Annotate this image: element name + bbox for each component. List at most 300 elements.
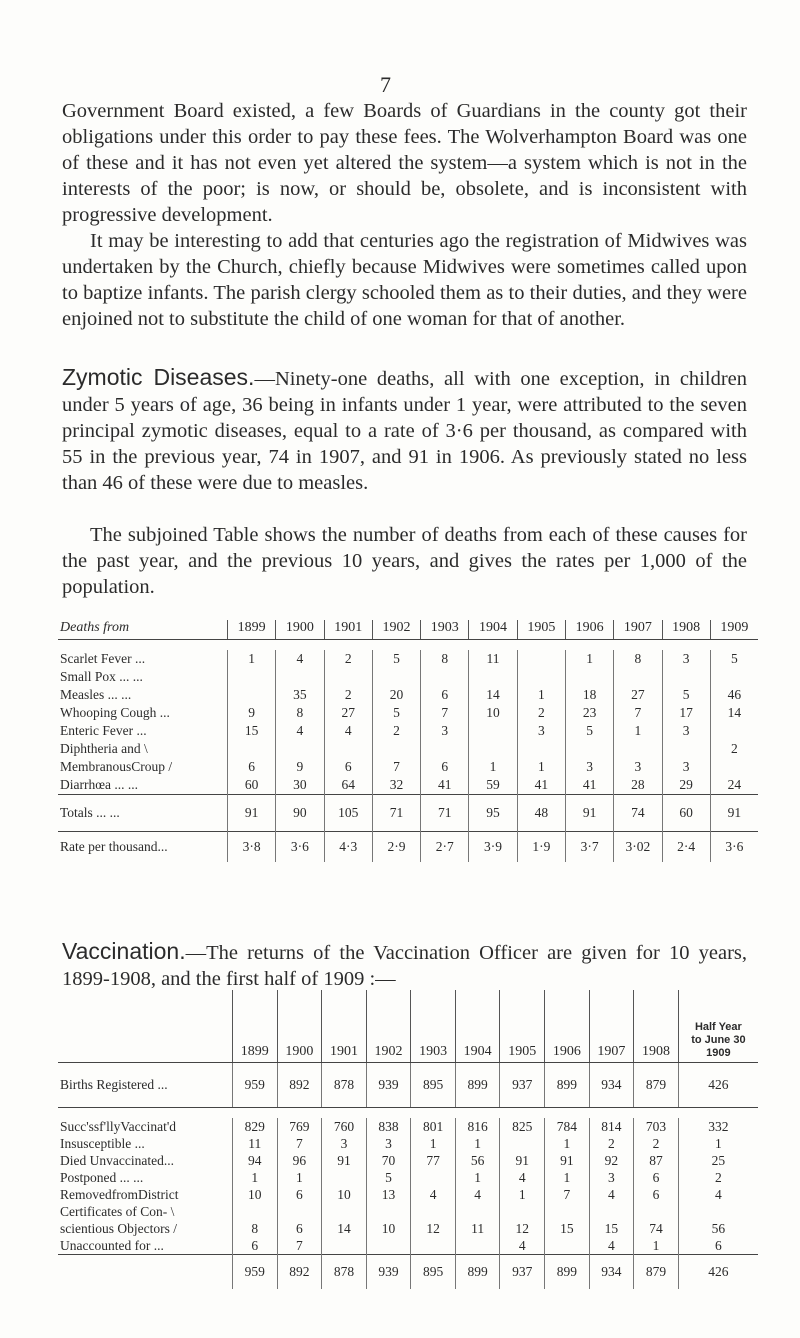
row-label: MembranousCroup /	[60, 759, 173, 774]
cell-value	[545, 1237, 590, 1255]
cell-value	[228, 668, 276, 686]
cell-value: 426	[678, 1255, 758, 1290]
row-label: Small Pox ... ...	[60, 669, 143, 684]
cell-value: 1	[455, 1169, 500, 1186]
cell-value	[372, 740, 420, 758]
vaccination-body: —The returns of the Vaccination Officer are given for 10 years, 1899-1908, and the first half of 1909 :—	[62, 942, 747, 990]
deaths-year-header: 1908	[662, 620, 710, 640]
cell-value: 5	[366, 1169, 411, 1186]
cell-value: 879	[634, 1255, 679, 1290]
cell-value: 4	[678, 1186, 758, 1203]
cell-value: 6	[634, 1186, 679, 1203]
cell-value: 29	[662, 776, 710, 795]
deaths-year-header: 1907	[614, 620, 662, 640]
cell-value	[614, 740, 662, 758]
cell-value: 6	[233, 1237, 278, 1255]
cell-value: 11	[455, 1220, 500, 1237]
table-spacer	[58, 640, 758, 651]
cell-value	[322, 1169, 367, 1186]
deaths-year-header: 1900	[276, 620, 324, 640]
cell-value: 94	[233, 1152, 278, 1169]
cell-value: 48	[517, 795, 565, 832]
cell-value: 3	[517, 722, 565, 740]
cell-value: 959	[233, 1255, 278, 1290]
cell-value: 6	[277, 1220, 322, 1237]
vaccination-year-header: 1905	[500, 990, 545, 1063]
cell-value	[322, 1237, 367, 1255]
cell-value: 11	[233, 1135, 278, 1152]
cell-value	[372, 668, 420, 686]
row-label: Measles ... ...	[60, 687, 132, 702]
deaths-year-header: 1903	[421, 620, 469, 640]
cell-value	[469, 722, 517, 740]
cell-value	[366, 1237, 411, 1255]
cell-value: 1	[545, 1169, 590, 1186]
cell-value: 3	[614, 758, 662, 776]
cell-value: 91	[565, 795, 613, 832]
cell-value	[589, 1203, 634, 1220]
paragraph-guardians-fees: Government Board existed, a few Boards of Guardians in the county got their obligations under this order to pay these fees. The Wolverhampton Board was one of these and it has not even yet altered the system—a system which is not in the interests of the poor; is now, or should be, obsolete, and is inconsistent with progressive development.	[62, 100, 747, 226]
vaccination-year-header: 1902	[366, 990, 411, 1063]
spacer-cell	[58, 640, 758, 651]
cell-value: 27	[614, 686, 662, 704]
cell-value: 1	[678, 1135, 758, 1152]
cell-value: 96	[277, 1152, 322, 1169]
cell-value: 32	[372, 776, 420, 795]
section-heading-zymotic: Zymotic Diseases.	[62, 364, 255, 390]
cell-value: 934	[589, 1255, 634, 1290]
cell-value: 30	[276, 776, 324, 795]
cell-value: 23	[565, 704, 613, 722]
table-row	[58, 1135, 758, 1152]
deaths-table-caption: Deaths from	[58, 620, 228, 640]
half-year-header	[678, 990, 758, 1063]
cell-value: 1	[500, 1186, 545, 1203]
cell-value: 10	[366, 1220, 411, 1237]
vaccination-year-header: 1900	[277, 990, 322, 1063]
deaths-year-header: 1909	[710, 620, 758, 640]
cell-value: 878	[322, 1255, 367, 1290]
cell-value: 27	[324, 704, 372, 722]
cell-value	[517, 650, 565, 668]
cell-value	[455, 1237, 500, 1255]
cell-value: 7	[421, 704, 469, 722]
cell-value: 5	[372, 650, 420, 668]
cell-value: 899	[545, 1255, 590, 1290]
table-row	[58, 795, 758, 832]
vaccination-year-header: 1906	[545, 990, 590, 1063]
cell-value: 3	[589, 1169, 634, 1186]
cell-value: 4	[500, 1169, 545, 1186]
cell-value: 892	[277, 1255, 322, 1290]
cell-value: 814	[589, 1118, 634, 1135]
vaccination-table	[58, 990, 758, 1289]
half-year-line: 1909	[706, 1047, 731, 1059]
cell-value: 1	[469, 758, 517, 776]
table-row	[58, 1063, 758, 1108]
cell-value: 6	[634, 1169, 679, 1186]
vaccination-year-header: 1907	[589, 990, 634, 1063]
cell-value	[276, 740, 324, 758]
cell-value: 60	[662, 795, 710, 832]
cell-value: 9	[228, 704, 276, 722]
cell-value: 1	[545, 1135, 590, 1152]
row-label: Postponed ... ...	[60, 1169, 144, 1185]
cell-value: 41	[517, 776, 565, 795]
cell-value: 892	[277, 1063, 322, 1108]
cell-value	[469, 740, 517, 758]
cell-value	[614, 668, 662, 686]
table-row	[58, 1169, 758, 1186]
row-label: Certificates of Con- \	[60, 1203, 175, 1219]
cell-value: 879	[634, 1063, 679, 1108]
cell-value: 4·3	[324, 832, 372, 863]
cell-value: 332	[678, 1118, 758, 1135]
zymotic-body: —Ninety-one deaths, all with one exception, in children under 5 years of age, 36 being in infants under 1 year, were attributed to the seven principal zymotic diseases, equal to a rate of 3·6 per thousand, as compared with 55 in the previous year, 74 in 1907, and 91 in 1906. As previously stated no less than 46 of these were due to measles.	[62, 368, 747, 494]
cell-value: 56	[455, 1152, 500, 1169]
half-year-line: Half Year	[694, 1021, 742, 1033]
cell-value	[411, 1203, 456, 1220]
cell-value: 2	[634, 1135, 679, 1152]
cell-value: 6	[324, 758, 372, 776]
cell-value	[276, 668, 324, 686]
cell-value: 3·6	[276, 832, 324, 863]
cell-value	[517, 668, 565, 686]
cell-value: 95	[469, 795, 517, 832]
deaths-year-header: 1904	[469, 620, 517, 640]
deaths-year-header: 1901	[324, 620, 372, 640]
cell-value: 4	[589, 1186, 634, 1203]
cell-value: 829	[233, 1118, 278, 1135]
cell-value: 14	[710, 704, 758, 722]
cell-value: 825	[500, 1118, 545, 1135]
cell-value	[678, 1203, 758, 1220]
row-label: Totals ... ...	[58, 795, 228, 832]
deaths-year-header: 1902	[372, 620, 420, 640]
cell-value: 899	[455, 1255, 500, 1290]
cell-value: 5	[710, 650, 758, 668]
table-row	[58, 1186, 758, 1203]
cell-value	[411, 1169, 456, 1186]
cell-value: 1	[228, 650, 276, 668]
cell-value: 2	[517, 704, 565, 722]
section-heading-vaccination: Vaccination.	[62, 938, 186, 964]
cell-value: 7	[372, 758, 420, 776]
cell-value: 71	[421, 795, 469, 832]
cell-value: 878	[322, 1063, 367, 1108]
cell-value: 41	[421, 776, 469, 795]
cell-value	[324, 740, 372, 758]
cell-value: 14	[469, 686, 517, 704]
table-spacer	[58, 1108, 758, 1119]
cell-value: 12	[411, 1220, 456, 1237]
cell-value: 46	[710, 686, 758, 704]
page-number: 7	[380, 72, 391, 97]
cell-value: 74	[634, 1220, 679, 1237]
vaccination-year-header: 1899	[233, 990, 278, 1063]
cell-value: 895	[411, 1255, 456, 1290]
cell-value: 12	[500, 1220, 545, 1237]
cell-value: 3·9	[469, 832, 517, 863]
cell-value: 6	[678, 1237, 758, 1255]
cell-value: 8	[614, 650, 662, 668]
cell-value: 25	[678, 1152, 758, 1169]
cell-value: 59	[469, 776, 517, 795]
cell-value: 64	[324, 776, 372, 795]
cell-value: 1	[455, 1135, 500, 1152]
cell-value	[322, 1203, 367, 1220]
cell-value: 1	[517, 686, 565, 704]
cell-value: 3·6	[710, 832, 758, 863]
cell-value	[710, 668, 758, 686]
cell-value: 899	[455, 1063, 500, 1108]
cell-value: 14	[322, 1220, 367, 1237]
cell-value: 1	[634, 1237, 679, 1255]
cell-value	[421, 668, 469, 686]
cell-value: 91	[322, 1152, 367, 1169]
table-row	[58, 758, 758, 776]
cell-value: 959	[233, 1063, 278, 1108]
cell-value	[662, 668, 710, 686]
vaccination-table-corner	[58, 990, 233, 1063]
table-row	[58, 668, 758, 686]
cell-value: 939	[366, 1255, 411, 1290]
cell-value: 899	[545, 1063, 590, 1108]
cell-value: 90	[276, 795, 324, 832]
cell-value	[366, 1203, 411, 1220]
deaths-year-header: 1906	[565, 620, 613, 640]
cell-value: 6	[228, 758, 276, 776]
cell-value: 56	[678, 1220, 758, 1237]
cell-value: 1	[565, 650, 613, 668]
cell-value: 13	[366, 1186, 411, 1203]
cell-value: 6	[421, 758, 469, 776]
cell-value: 3	[366, 1135, 411, 1152]
cell-value: 8	[421, 650, 469, 668]
cell-value: 937	[500, 1063, 545, 1108]
cell-value: 5	[662, 686, 710, 704]
row-label: Diarrhœa ... ...	[60, 777, 138, 792]
half-year-line: to June 30	[691, 1034, 746, 1046]
table-row	[58, 722, 758, 740]
paragraph-midwives-history	[62, 228, 747, 332]
cell-value: 6	[277, 1186, 322, 1203]
cell-value: 2	[710, 740, 758, 758]
table-row	[58, 650, 758, 668]
cell-value: 1	[517, 758, 565, 776]
cell-value: 9	[276, 758, 324, 776]
cell-value	[277, 1203, 322, 1220]
cell-value: 5	[372, 704, 420, 722]
table-row	[58, 1203, 758, 1220]
cell-value	[710, 758, 758, 776]
cell-value: 15	[228, 722, 276, 740]
cell-value: 20	[372, 686, 420, 704]
cell-value: 769	[277, 1118, 322, 1135]
cell-value: 939	[366, 1063, 411, 1108]
cell-value	[565, 668, 613, 686]
cell-value: 17	[662, 704, 710, 722]
cell-value	[500, 1135, 545, 1152]
deaths-year-header: 1905	[517, 620, 565, 640]
cell-value: 784	[545, 1118, 590, 1135]
row-label: Births Registered ...	[58, 1063, 233, 1108]
cell-value: 1	[411, 1135, 456, 1152]
cell-value: 41	[565, 776, 613, 795]
cell-value: 2	[589, 1135, 634, 1152]
cell-value: 91	[228, 795, 276, 832]
cell-value: 35	[276, 686, 324, 704]
row-label: scientious Objectors /	[60, 1220, 177, 1236]
cell-value: 70	[366, 1152, 411, 1169]
table-row	[58, 686, 758, 704]
table-row	[58, 740, 758, 758]
row-label: RemovedfromDistrict	[60, 1186, 179, 1202]
cell-value	[324, 668, 372, 686]
paragraph-zymotic-diseases	[62, 364, 747, 496]
cell-value	[411, 1237, 456, 1255]
cell-value: 937	[500, 1255, 545, 1290]
vaccination-year-header: 1904	[455, 990, 500, 1063]
cell-value: 2·7	[421, 832, 469, 863]
cell-value: 3	[322, 1135, 367, 1152]
table-row	[58, 1237, 758, 1255]
cell-value: 10	[322, 1186, 367, 1203]
table-row	[58, 1152, 758, 1169]
cell-value: 3	[662, 758, 710, 776]
vaccination-year-header: 1903	[411, 990, 456, 1063]
row-label: Insusceptible ...	[60, 1135, 145, 1151]
row-label: Rate per thousand...	[58, 832, 228, 863]
totals-row	[58, 1255, 758, 1290]
cell-value	[545, 1203, 590, 1220]
cell-value	[710, 722, 758, 740]
cell-value: 8	[233, 1220, 278, 1237]
cell-value: 15	[589, 1220, 634, 1237]
cell-value: 2	[372, 722, 420, 740]
cell-value: 28	[614, 776, 662, 795]
cell-value: 10	[233, 1186, 278, 1203]
cell-value: 934	[589, 1063, 634, 1108]
cell-value: 816	[455, 1118, 500, 1135]
table-row	[58, 832, 758, 863]
cell-value: 91	[500, 1152, 545, 1169]
row-label: Died Unvaccinated...	[60, 1152, 174, 1168]
deaths-year-header: 1899	[228, 620, 276, 640]
cell-value: 91	[710, 795, 758, 832]
cell-value: 7	[277, 1135, 322, 1152]
cell-value: 3	[565, 758, 613, 776]
cell-value: 3·8	[228, 832, 276, 863]
cell-value: 1	[277, 1169, 322, 1186]
table-row	[58, 776, 758, 795]
row-label: Scarlet Fever ...	[60, 651, 146, 666]
cell-value: 3·7	[565, 832, 613, 863]
cell-value: 838	[366, 1118, 411, 1135]
cell-value: 1	[614, 722, 662, 740]
cell-value: 7	[545, 1186, 590, 1203]
cell-value: 8	[276, 704, 324, 722]
spacer-cell	[58, 1108, 758, 1119]
cell-value	[233, 1203, 278, 1220]
cell-value: 4	[276, 722, 324, 740]
cell-value	[455, 1203, 500, 1220]
paragraph-vaccination	[62, 938, 747, 992]
cell-value: 895	[411, 1063, 456, 1108]
row-label: Diphtheria and \	[60, 741, 148, 756]
row-label	[58, 1255, 233, 1290]
cell-value: 24	[710, 776, 758, 795]
cell-value	[421, 740, 469, 758]
row-label: Unaccounted for ...	[60, 1237, 164, 1253]
cell-value: 1·9	[517, 832, 565, 863]
cell-value: 4	[411, 1186, 456, 1203]
cell-value: 3	[662, 722, 710, 740]
cell-value: 2	[324, 650, 372, 668]
cell-value: 87	[634, 1152, 679, 1169]
table-row	[58, 704, 758, 722]
table-row	[58, 1220, 758, 1237]
vaccination-year-header: 1901	[322, 990, 367, 1063]
row-label: Enteric Fever ...	[60, 723, 147, 738]
cell-value: 3·02	[614, 832, 662, 863]
row-label: Whooping Cough ...	[60, 705, 170, 720]
cell-value: 6	[421, 686, 469, 704]
table-intro-text: The subjoined Table shows the number of deaths from each of these causes for the past year, and the previous 10 years, and gives the rates per 1,000 of the population.	[62, 524, 747, 598]
cell-value: 11	[469, 650, 517, 668]
paragraph-table-intro	[62, 522, 747, 600]
cell-value: 7	[614, 704, 662, 722]
cell-value: 60	[228, 776, 276, 795]
cell-value	[634, 1203, 679, 1220]
cell-value: 426	[678, 1063, 758, 1108]
cell-value: 2	[324, 686, 372, 704]
cell-value: 2·4	[662, 832, 710, 863]
cell-value	[228, 740, 276, 758]
table-row	[58, 1118, 758, 1135]
cell-value: 105	[324, 795, 372, 832]
cell-value	[500, 1203, 545, 1220]
cell-value: 2	[678, 1169, 758, 1186]
cell-value	[469, 668, 517, 686]
cell-value: 760	[322, 1118, 367, 1135]
cell-value: 4	[455, 1186, 500, 1203]
deaths-table	[58, 620, 758, 862]
cell-value: 71	[372, 795, 420, 832]
paragraph-midwives-text: It may be interesting to add that centuries ago the registration of Midwives was undertaken by the Church, chiefly because Midwives were sometimes called upon to baptize infants. The parish clergy schooled them as to their duties, and they were enjoined not to substitute the child of one woman for that of another.	[62, 230, 747, 330]
cell-value: 92	[589, 1152, 634, 1169]
cell-value: 5	[565, 722, 613, 740]
cell-value: 3	[662, 650, 710, 668]
cell-value: 801	[411, 1118, 456, 1135]
cell-value: 4	[324, 722, 372, 740]
cell-value: 74	[614, 795, 662, 832]
cell-value: 77	[411, 1152, 456, 1169]
cell-value: 18	[565, 686, 613, 704]
cell-value: 3	[421, 722, 469, 740]
cell-value: 703	[634, 1118, 679, 1135]
cell-value: 4	[500, 1237, 545, 1255]
cell-value	[517, 740, 565, 758]
cell-value: 10	[469, 704, 517, 722]
vaccination-year-header: 1908	[634, 990, 679, 1063]
cell-value	[228, 686, 276, 704]
cell-value: 4	[276, 650, 324, 668]
row-label: Succ'ssf'llyVaccinat'd	[60, 1118, 177, 1134]
cell-value: 91	[545, 1152, 590, 1169]
cell-value: 1	[233, 1169, 278, 1186]
cell-value: 4	[589, 1237, 634, 1255]
